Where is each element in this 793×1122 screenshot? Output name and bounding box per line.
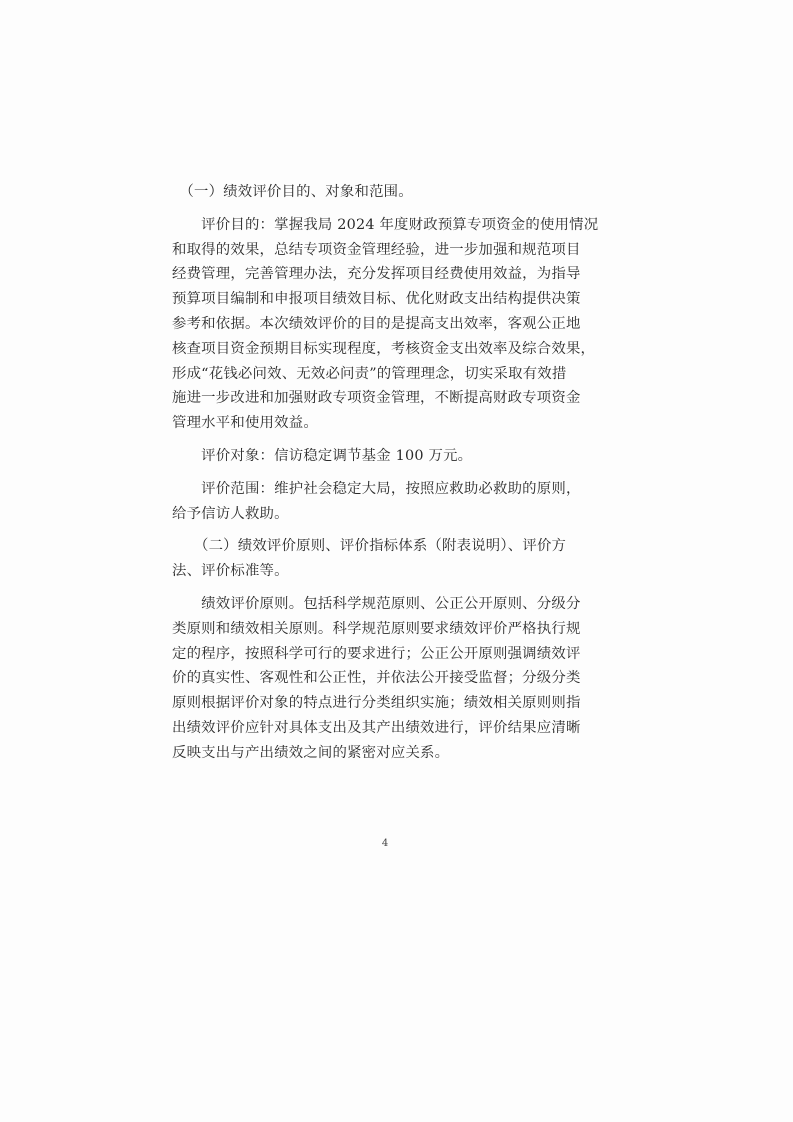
paragraph-line: 价的真实性、客观性和公正性，并依法公开接受监督；分级分类: [172, 670, 581, 687]
paragraph-line: 施进一步改进和加强财政专项资金管理，不断提高财政专项资金: [172, 390, 581, 407]
paragraph-line: 核查项目资金预期目标实现程度，考核资金支出效率及综合效果，: [172, 340, 596, 357]
paragraph-line: 和取得的效果，总结专项资金管理经验，进一步加强和规范项目: [172, 241, 581, 258]
paragraph-line: 原则根据评价对象的特点进行分类组织实施；绩效相关原则则指: [172, 695, 581, 712]
paragraph-line: 管理水平和使用效益。: [172, 415, 318, 432]
paragraph-line: 参考和依据。本次绩效评价的目的是提高支出效率，客观公正地: [172, 315, 581, 332]
paragraph-line: 反映支出与产出绩效之间的紧密对应关系。: [172, 744, 450, 761]
paragraph-line: 定的程序，按照科学可行的要求进行；公正公开原则强调绩效评: [172, 645, 581, 662]
body-text: [172, 180, 612, 766]
paragraph-line: 形成“花钱必问效、无效必问责”的管理理念，切实采取有效措: [172, 365, 567, 382]
paragraph-line: 经费管理，完善管理办法，充分发挥项目经费使用效益，为指导: [172, 266, 581, 283]
paragraph-line: 给予信访人救助。: [172, 505, 289, 522]
heading-section-2-cont: 法、评价标准等。: [172, 563, 289, 580]
paragraph-line: 类原则和绩效相关原则。科学规范原则要求绩效评价严格执行规: [172, 620, 581, 637]
paragraph-line: 出绩效评价应针对具体支出及其产出绩效进行，评价结果应清晰: [172, 719, 581, 736]
paragraph-line: 评价范围：维护社会稳定大局，按照应救助必救助的原则，: [172, 480, 581, 497]
paragraph-line: 评价目的：掌握我局 2024 年度财政预算专项资金的使用情况: [172, 216, 599, 233]
heading-section-2: （二）绩效评价原则、评价指标体系（附表说明）、评价方: [172, 538, 567, 555]
paragraph-line: 评价对象：信访稳定调节基金 100 万元。: [172, 447, 473, 464]
page-number: 4: [381, 838, 389, 849]
paragraph-line: 预算项目编制和申报项目绩效目标、优化财政支出结构提供决策: [172, 291, 581, 308]
paragraph-line: 绩效评价原则。包括科学规范原则、公正公开原则、分级分: [172, 595, 581, 612]
heading-section-1: （一）绩效评价目的、对象和范围。: [172, 184, 413, 200]
